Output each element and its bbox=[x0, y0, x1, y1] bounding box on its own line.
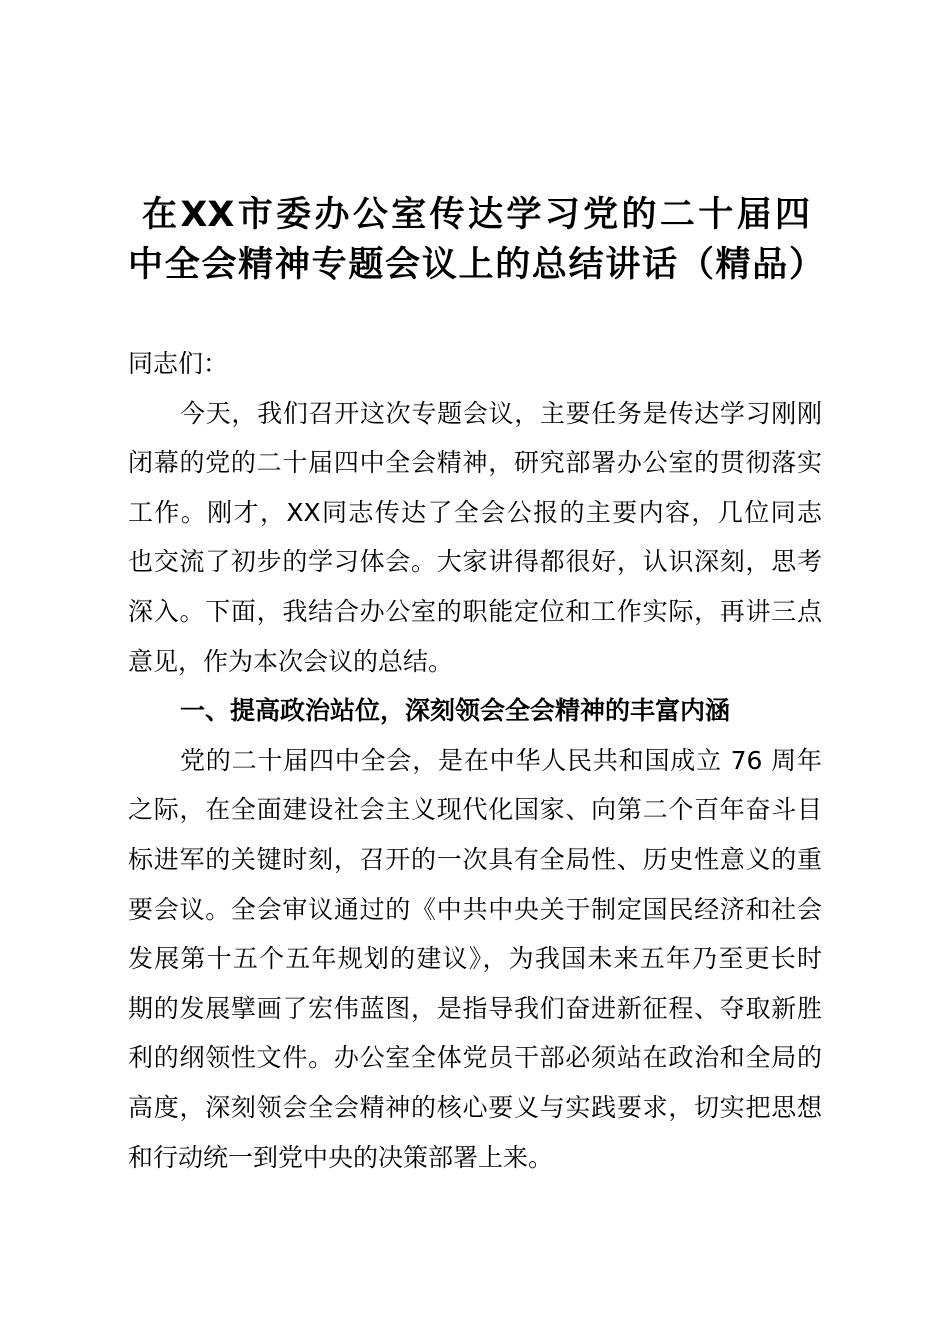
text-line: 高度，深刻领会全会精神的核心要义与实践要求，切实把思想 bbox=[128, 1092, 822, 1122]
text-line: 期的发展擘画了宏伟蓝图，是指导我们奋进新征程、夺取新胜 bbox=[128, 993, 822, 1023]
section-heading-1: 一、提高政治站位，深刻领会全会精神的丰富内涵 bbox=[180, 696, 731, 726]
title-line-1: 在XX市委办公室传达学习党的二十届四 bbox=[142, 195, 810, 235]
text-line: 也交流了初步的学习体会。大家讲得都很好，认识深刻，思考 bbox=[128, 547, 822, 577]
text-line: 标进军的关键时刻，召开的一次具有全局性、历史性意义的重 bbox=[128, 844, 822, 874]
text-line: 意见，作为本次会议的总结。 bbox=[128, 646, 454, 676]
salutation: 同志们： bbox=[128, 349, 229, 378]
text-line: 发展第十五个五年规划的建议》，为我国未来五年乃至更长时 bbox=[128, 944, 822, 974]
text-line: 深入。下面，我结合办公室的职能定位和工作实际，再讲三点 bbox=[128, 596, 822, 626]
paragraph-section-1 bbox=[128, 736, 822, 1182]
text-line: 要会议。全会审议通过的《中共中央关于制定国民经济和社会 bbox=[128, 894, 822, 924]
text-line: 今天，我们召开这次专题会议，主要任务是传达学习刚刚 bbox=[180, 398, 822, 428]
text-line: 之际，在全面建设社会主义现代化国家、向第二个百年奋斗目 bbox=[128, 795, 822, 825]
text-line: 党的二十届四中全会，是在中华人民共和国成立 76 周年 bbox=[180, 745, 822, 775]
document-body bbox=[128, 339, 822, 1182]
text-line: 工作。刚才，XX同志传达了全会公报的主要内容，几位同志 bbox=[128, 497, 822, 527]
text-line: 和行动统一到党中央的决策部署上来。 bbox=[128, 1142, 554, 1172]
text-line: 闭幕的党的二十届四中全会精神，研究部署办公室的贯彻落实 bbox=[128, 448, 822, 478]
document-title bbox=[128, 190, 824, 289]
text-line: 利的纲领性文件。办公室全体党员干部必须站在政治和全局的 bbox=[128, 1043, 822, 1073]
title-line-2: 中全会精神专题会议上的总结讲话（精品） bbox=[128, 244, 824, 285]
paragraph-intro bbox=[128, 389, 822, 687]
